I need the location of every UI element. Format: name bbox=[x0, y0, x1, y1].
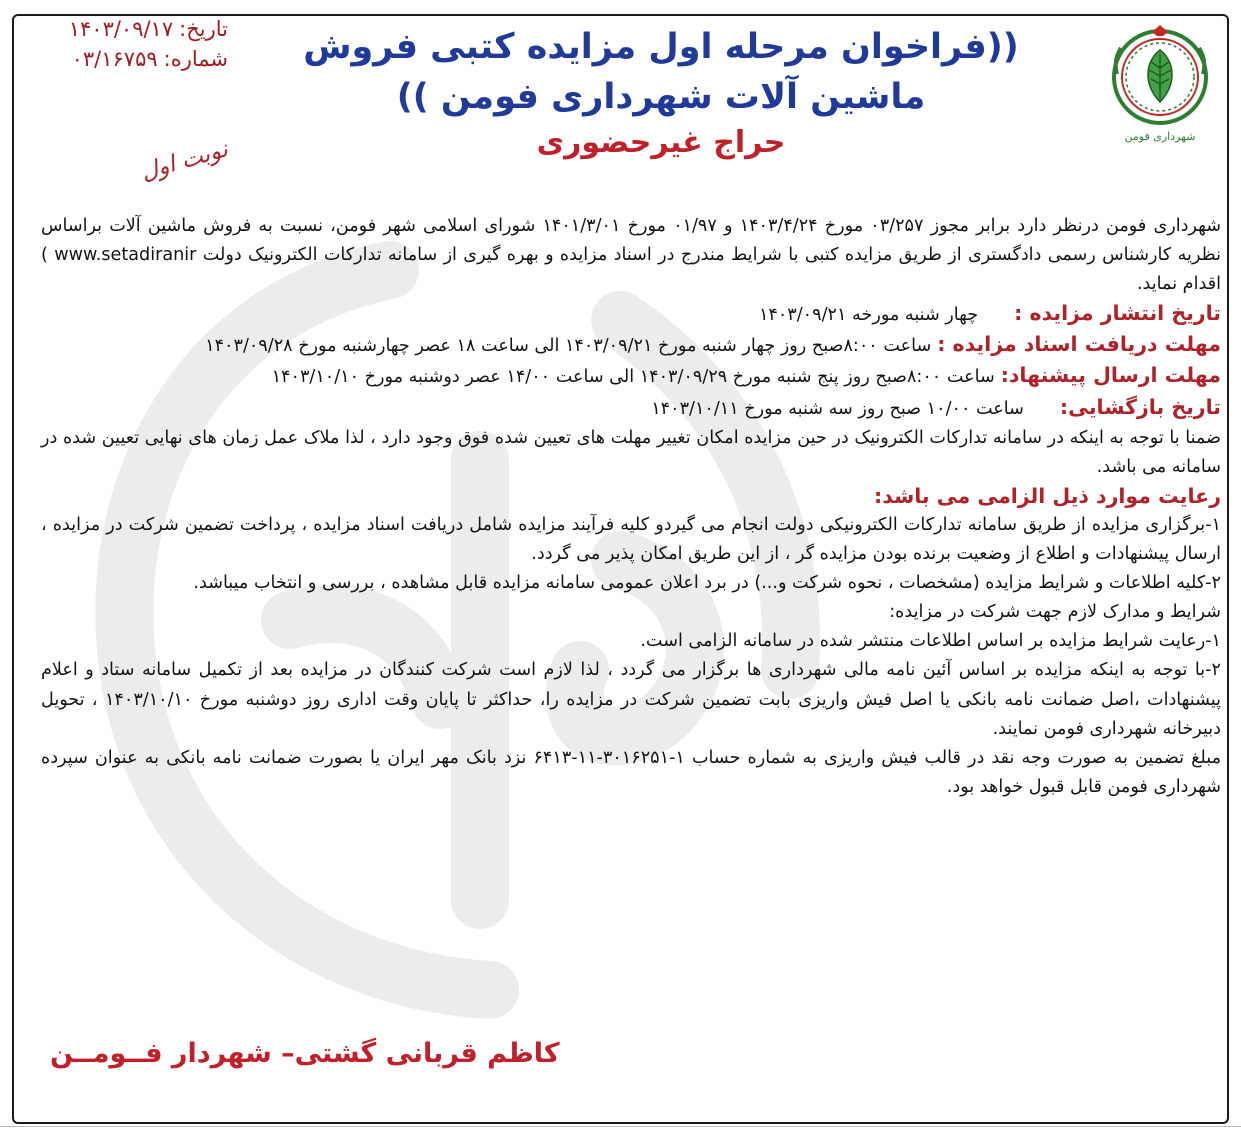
date-value: ۱۴۰۳/۰۹/۱۷ bbox=[68, 17, 174, 41]
date-label-opening: تاریخ بازگشایی: bbox=[1059, 394, 1221, 419]
date-value-documents: ساعت ۸:۰۰صبح روز چهار شنبه مورخ ۱۴۰۳/۰۹/۲۱ الی ساعت ۱۸ عصر چهارشنبه مورخ ۱۴۰۳/۰۹/۲۸ bbox=[205, 336, 932, 357]
conditions-heading: شرایط و مدارک لازم جهت شرکت در مزایده: bbox=[889, 602, 1221, 623]
date-value-opening: ساعت ۱۰/۰۰ صبح روز سه شنبه مورخ ۱۴۰۳/۱۰/۱۱ bbox=[651, 398, 1024, 419]
letter-meta bbox=[18, 14, 228, 74]
guarantee-paragraph: مبلغ تضمین به صورت وجه نقد در قالب فیش واریزی به شماره حساب ۱-۳۰۱۶۲۵۱-۱۱-۶۴۱۳ نزد بانک مهر ایران یا بصورت ضمانت نامه بانکی به عنوان سپرده شهرداری فومن قابل قبول خواهد بود. bbox=[41, 747, 1221, 797]
intro-paragraph: شهرداری فومن درنظر دارد برابر مجوز ۰۳/۲۵۷ مورخ ۱۴۰۳/۴/۲۴ و ۰۱/۹۷ مورخ ۱۴۰۱/۳/۰۱ شورای اسلامی شهر فومن، نسبت به فروش ماشین آلات براساس نظریه کارشناس رسمی دادگستری از طریق مزایده کتبی با شرایط مندرج در اسناد مزایده و بهره گیری از سامانه تدارکات الکترونیک دولت www.setadiranir ) اقدام نماید. bbox=[41, 216, 1221, 295]
notice-title bbox=[251, 22, 1071, 166]
first-round-stamp: نوبت اول bbox=[138, 136, 231, 186]
number-label: شماره: bbox=[163, 47, 228, 71]
page-title: ((فراخوان مرحله اول مزایده کتبی فروش ماشین آلات شهرداری فومن )) bbox=[303, 27, 1019, 117]
condition-item: ۱-رعایت شرایط مزایده بر اساس اطلاعات منتشر شده در سامانه الزامی است. bbox=[640, 631, 1221, 652]
number-value: ۰۳/۱۶۷۵۹ bbox=[71, 47, 158, 71]
page-subtitle: حراج غیرحضوری bbox=[536, 125, 786, 160]
date-publish bbox=[41, 299, 1221, 330]
date-documents bbox=[41, 330, 1221, 361]
date-offers bbox=[41, 361, 1221, 392]
date-label: تاریخ: bbox=[179, 17, 228, 41]
condition-item: ۲-با توجه به اینکه مزایده بر اساس آئین نامه مالی شهرداری ها برگزار می گردد ، لذا لازم است شرکت کنندگان در مزایده بعد از تکمیل سامانه ستاد و اعلام پیشنهادات ،اصل ضمانت نامه بانکی یا اصل فیش واریزی بابت تضمین شرکت در مزایده را، حداکثر تا پایان وقت اداری روز دوشنبه مورخ ۱۴۰۳/۱۰/۱۰ ، تحویل دبیرخانه شهرداری فومن نمایند. bbox=[41, 660, 1221, 739]
date-value-offers: ساعت ۸:۰۰صبح روز پنج شنبه مورخ ۱۴۰۳/۰۹/۲۹ الی ساعت ۱۴/۰۰ عصر دوشنبه مورخ ۱۴۰۳/۱۰/۱۰ bbox=[271, 367, 995, 388]
date-label-offers: مهلت ارسال پیشنهاد: bbox=[1000, 363, 1221, 388]
requirement-item: ۱-برگزاری مزایده از طریق سامانه تدارکات الکترونیکی دولت انجام می گیردو کلیه فرآیند مزایده شامل دریافت اسناد مزایده ، پرداخت تضمین شرکت در مزایده ، ارسال پیشنهادات و اطلاع از وضعیت برنده بودن مزایده گر ، از این طریق امکان پذیر می گردد. bbox=[41, 514, 1221, 565]
number-row bbox=[18, 44, 228, 74]
page-divider bbox=[0, 1126, 1241, 1139]
municipality-logo bbox=[1105, 22, 1215, 152]
logo-caption: شهرداری فومن bbox=[1124, 130, 1196, 143]
date-label-documents: مهلت دریافت اسناد مزایده : bbox=[937, 332, 1221, 357]
mayor-signature: کاظم قربانی گشتی– شهردار فــومــن bbox=[50, 1038, 560, 1069]
requirements-heading: رعایت موارد ذیل الزامی می باشد: bbox=[874, 483, 1221, 508]
requirement-item: ۲-کلیه اطلاعات و شرایط مزایده (مشخصات ، نحوه شرکت و...) در برد اعلان عمومی سامانه مزایده قابل مشاهده ، بررسی و انتخاب میباشد. bbox=[193, 573, 1221, 594]
date-opening bbox=[41, 393, 1221, 424]
notice-body bbox=[41, 212, 1221, 802]
date-row bbox=[18, 14, 228, 44]
notice-paragraph: ضمنا با توجه به اینکه در سامانه تدارکات الکترونیک در حین مزایده امکان تغییر مهلت های تعیین شده فوق وجود دارد ، لذا ملاک عمل زمان های نهایی تعیین شده در سامانه می باشد. bbox=[41, 427, 1221, 477]
date-value-publish: چهار شنبه مورخه ۱۴۰۳/۰۹/۲۱ bbox=[758, 305, 979, 326]
date-label-publish: تاریخ انتشار مزایده : bbox=[1014, 301, 1221, 326]
